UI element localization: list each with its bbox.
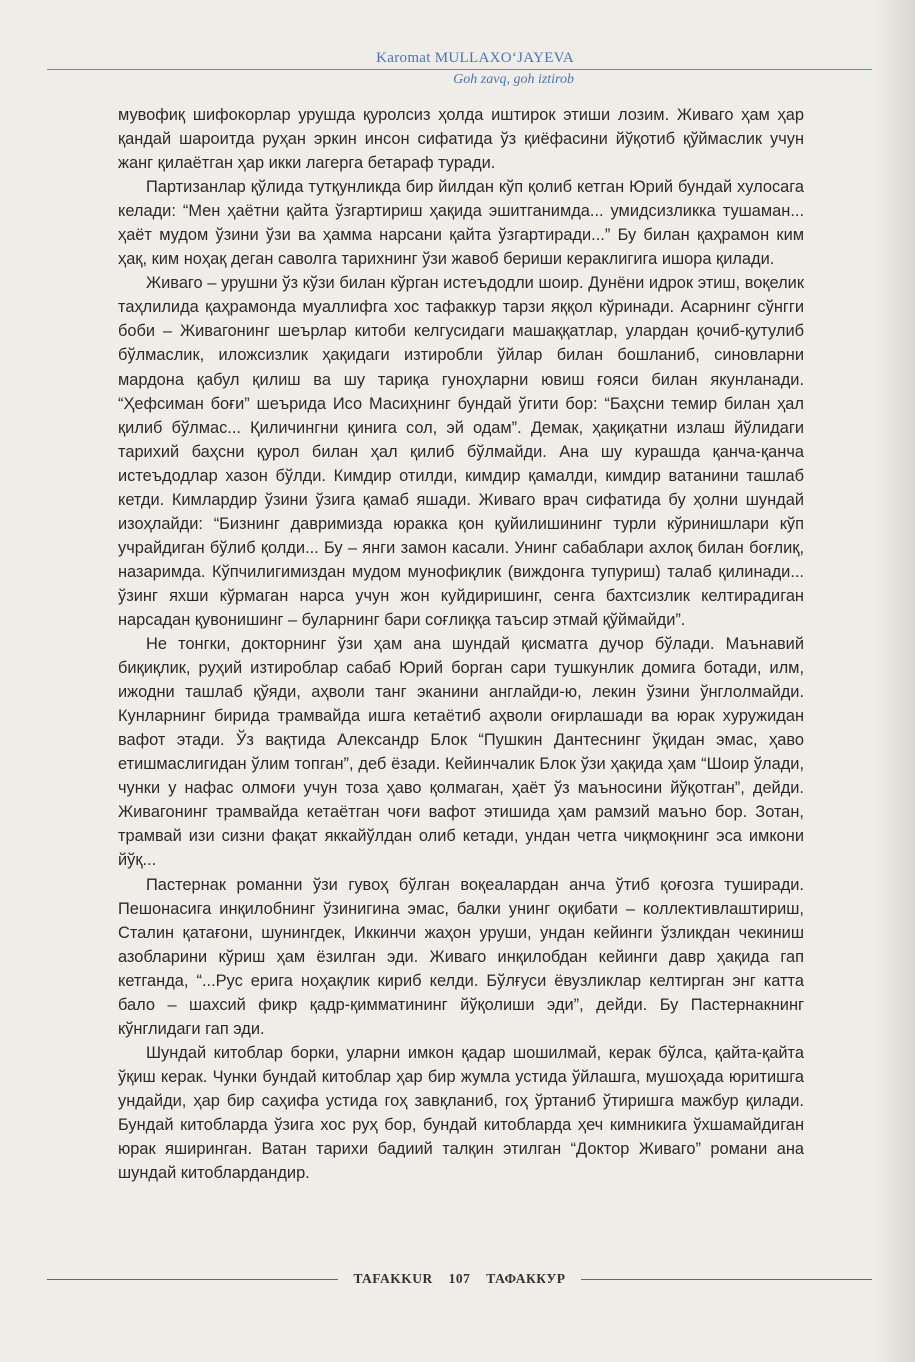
running-footer xyxy=(47,1269,872,1289)
footer-rule-left xyxy=(47,1279,338,1280)
paragraph-3: Живаго – урушни ўз кўзи билан кўрган истеъдодли шоир. Дунёни идрок этиш, воқелик таҳлилида қаҳрамонда муаллифга хос тафаккур тарзи яққол кўринади. Асарнинг сўнгги боби – Живагонинг шеърлар китоби келгусидаги машаққатлар, улардан қочиб-қутулиб бўлмаслик, иложсизлик ҳақидаги изтиробли ўйлар билан бошланиб, синовларни мардона қабул қилиш ва шу тариқа гуноҳларни ювиш ғояси билан якунланади. “Ҳефсиман боғи” шеърида Исо Масиҳнинг бундай ўгити бор: “Баҳсни темир билан ҳал қилиб бўлмас... Қиличингни қинига сол, эй одам”. Демак, ҳақиқатни излаш йўлидаги тарихий баҳсни қурол билан ҳал қилиб бўлмайди. Ана шу курашда қанча-қанча истеъдодлар хазон бўлди. Кимдир отилди, кимдир қамалди, кимдир ватанини ташлаб кетди. Кимлардир ўзини ўзига қамаб яшади. Живаго врач сифатида бу ҳолни шундай изоҳлайди: “Бизнинг давримизда юракка қон қуйилишининг турли кўринишлари кўп учрайдиган бўлиб қолди... Бу – янги замон касали. Унинг сабаблари ахлоқ билан боғлиқ, назаримда. Кўпчилигимиздан мудом мунофиқлик (виждонга тупуриш) талаб қилинади... ўзинг яхши кўрмаган нарса учун жон куйдиришинг, сенга бахтсизлик келтирадиган нарсадан қувонишинг – буларнинг бари соғлиққа таъсир этмай қўймайди”. xyxy=(118,274,804,629)
paragraph-1: мувофиқ шифокорлар урушда қуролсиз ҳолда иштирок этиши лозим. Живаго ҳам ҳар қандай шароитда руҳан эркин инсон сифатида ўз қиёфасини йўқотиб қўймаслик учун жанг қилаётган ҳар икки лагерга бетараф туради. xyxy=(118,106,804,173)
paragraph-4: Не тонгки, докторнинг ўзи ҳам ана шундай қисматга дучор бўлади. Маънавий биқиқлик, руҳий изтироблар сабаб Юрий борган сари тушкунлик домига ботади, илм, ижодни ташлаб қўяди, аҳволи танг эканини англайди-ю, лекин ўзини ўнглолмайди. Кунларнинг бирида трамвайда ишга кетаётиб аҳволи оғирлашади ва юрак хуружидан вафот этади. Ўз вақтида Александр Блок “Пушкин Дантеснинг ўқидан эмас, ҳаво етишмаслигидан ўлим топган”, деб ёзади. Кейинчалик Блок ўзи ҳақида ҳам “Шоир ўлади, чунки у нафас олмоғи учун тоза ҳаво қолмаган, ҳаёт ўз маъносини йўқотган”, дейди. Живагонинг трамвайда кетаётган чоғи вафот этишида ҳам рамзий маъно бор. Зотан, трамвай изи сизни фақат яккайўлдан олиб кетади, ундан четга чиқмоқнинг эса имкони йўқ... xyxy=(118,635,804,870)
footer-journal-cyrillic: ТАФАККУР xyxy=(486,1271,566,1286)
footer-rule-right xyxy=(581,1279,872,1280)
header-subtitle: Goh zavq, goh iztirob xyxy=(453,72,574,87)
header-author: Karomat MULLAXO‘JAYEVA xyxy=(376,50,574,66)
paragraph-2: Партизанлар қўлида тутқунликда бир йилдан кўп қолиб кетган Юрий бундай хулосага келади: “Мен ҳаётни қайта ўзгартириш ҳақида эшитганимда... умидсизликка тушаман... ҳаёт мудом ўзини ўзи ва ҳамма нарсани қайта ўзгартиради...” Бу билан қаҳрамон ким ҳақ, ким ноҳақ деган саволга тарихнинг ўзи жавоб бериши кераклигига ишора қилади. xyxy=(118,178,804,269)
paragraph-6: Шундай китоблар борки, уларни имкон қадар шошилмай, керак бўлса, қайта-қайта ўқиш керак. Чунки бундай китоблар ҳар бир жумла устида ўйлашга, мушоҳада юритишга ундайди, ҳар бир саҳифа устида гоҳ завқланиб, гоҳ ўртаниб ўтиришга мажбур қилади. Бундай китобларда ўзига хос руҳ бор, бундай китобларда ҳеч кимникига ўхшамайдиган юрак яширинган. Ватан тарихи бадиий талқин этилган “Доктор Живаго” романи ана шундай китоблардандир. xyxy=(118,1043,804,1183)
page-edge-shadow xyxy=(873,0,915,1362)
header-rule xyxy=(47,69,872,70)
footer-center xyxy=(338,1271,582,1287)
footer-journal-latin: TAFAKKUR xyxy=(353,1271,433,1286)
article-body xyxy=(118,103,804,1185)
page-number: 107 xyxy=(448,1271,471,1286)
paragraph-5: Пастернак романни ўзи гувоҳ бўлган воқеалардан анча ўтиб қоғозга туширади. Пешонасига инқилобнинг ўзинигина эмас, балки унинг оқибати – коллективлаштириш, Сталин қатағони, шунингдек, Иккинчи жаҳон уруши, ундан кейинги ўзликдан чекиниш азобларини кўриш ҳам ёзилган эди. Живаго инқилобдан кейинги давр ҳақида гап кетганда, “...Рус ерига ноҳақлик кириб келди. Бўлғуси ёвузликлар келтирган энг катта бало – шахсий фикр қадр-қимматининг йўқолиши эди”, дейди. Бу Пастернакнинг кўнглидаги гап эди. xyxy=(118,875,804,1038)
